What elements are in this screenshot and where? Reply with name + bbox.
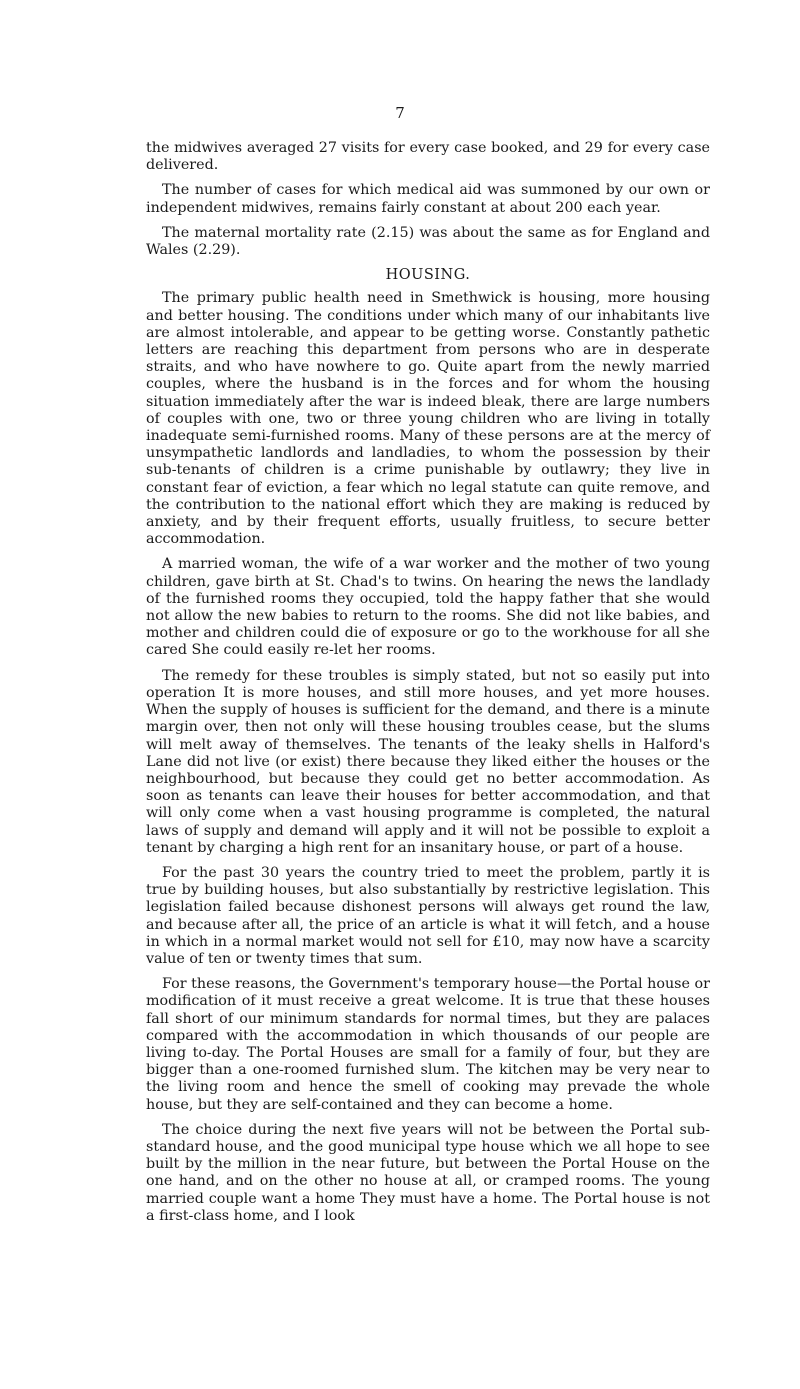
paragraph-housing-need: The primary public health need in Smethwick is housing, more housing and better housing. The conditions under which many of our inhabitants live are almost intolerable, and appear to be getting worse. Constantly pathetic letters are reaching this department from persons who are in desperate straits, and who have nowhere to go. Quite apart from the newly married couples, where the husband is in the forces and for whom the housing situation immediately after the war is indeed bleak, there are large numbers of couples with one, two or three young children who are living in totally inadequate semi-furnished rooms. Many of these persons are at the mercy of unsympathetic landlords and landladies, to whom the possession by their sub-tenants of children is a crime punishable by outlawry; they live in constant fear of eviction, a fear which no legal statute can quite remove, and the contribution to the national effort which they are making is reduced by anxiety, and by their frequent efforts, usually fruitless, to secure better accommodation. xyxy=(146,290,710,548)
paragraph-maternal-mortality: The maternal mortality rate (2.15) was about the same as for England and Wales (2.29). xyxy=(146,224,710,259)
document-body xyxy=(146,140,710,1233)
paragraph-remedy: The remedy for these troubles is simply stated, but not so easily put into operation It is more houses, and still more houses, and yet more houses. When the supply of houses is sufficient for the demand, and there is a minute margin over, then not only will these housing troubles cease, but the slums will melt away of themselves. The tenants of the leaky shells in Halford's Lane did not live (or exist) there because they liked either the houses or the neighbourhood, but because they could get no better accommodation. As soon as tenants can leave their houses for better accommodation, and that will only come when a vast housing programme is completed, the natural laws of supply and demand will apply and it will not be possible to exploit a tenant by charging a high rent for an insanitary house, or part of a house. xyxy=(146,667,710,856)
paragraph-married-woman: A married woman, the wife of a war worker and the mother of two young children, gave birth at St. Chad's to twins. On hearing the news the landlady of the furnished rooms they occupied, told the happy father that she would not allow the new babies to return to the rooms. She did not like babies, and mother and children could die of exposure or go to the workhouse for all she cared She could easily re-let her rooms. xyxy=(146,556,710,659)
paragraph-midwives-visits: the midwives averaged 27 visits for every case booked, and 29 for every case delivered. xyxy=(146,140,710,174)
paragraph-past-30-years: For the past 30 years the country tried to meet the problem, partly it is true by building houses, but also substantially by restrictive legislation. This legislation failed because dishonest persons will always get round the law, and because after all, the price of an article is what it will fetch, and a house in which in a normal market would not sell for £10, may now have a scarcity value of ten or twenty times that sum. xyxy=(146,864,710,967)
paragraph-portal-house: For these reasons, the Government's temporary house—the Portal house or modification of it must receive a great welcome. It is true that these houses fall short of our minimum standards for normal times, but they are palaces compared with the accommodation in which thousands of our people are living to-day. The Portal Houses are small for a family of four, but they are bigger than a one-roomed furnished slum. The kitchen may be very near to the living room and hence the smell of cooking may prevade the whole house, but they are self-contained and they can become a home. xyxy=(146,976,710,1113)
paragraph-choice: The choice during the next five years will not be between the Portal sub-standard house, and the good municipal type house which we all hope to see built by the million in the near future, but between the Portal House on the one hand, and on the other no house at all, or cramped rooms. The young married couple want a home They must have a home. The Portal house is not a first-class home, and I look xyxy=(146,1121,710,1224)
page-number: 7 xyxy=(395,104,405,122)
paragraph-medical-aid: The number of cases for which medical aid was summoned by our own or independent midwives, remains fairly constant at about 200 each year. xyxy=(146,182,710,216)
section-heading-housing: HOUSING. xyxy=(385,267,471,284)
